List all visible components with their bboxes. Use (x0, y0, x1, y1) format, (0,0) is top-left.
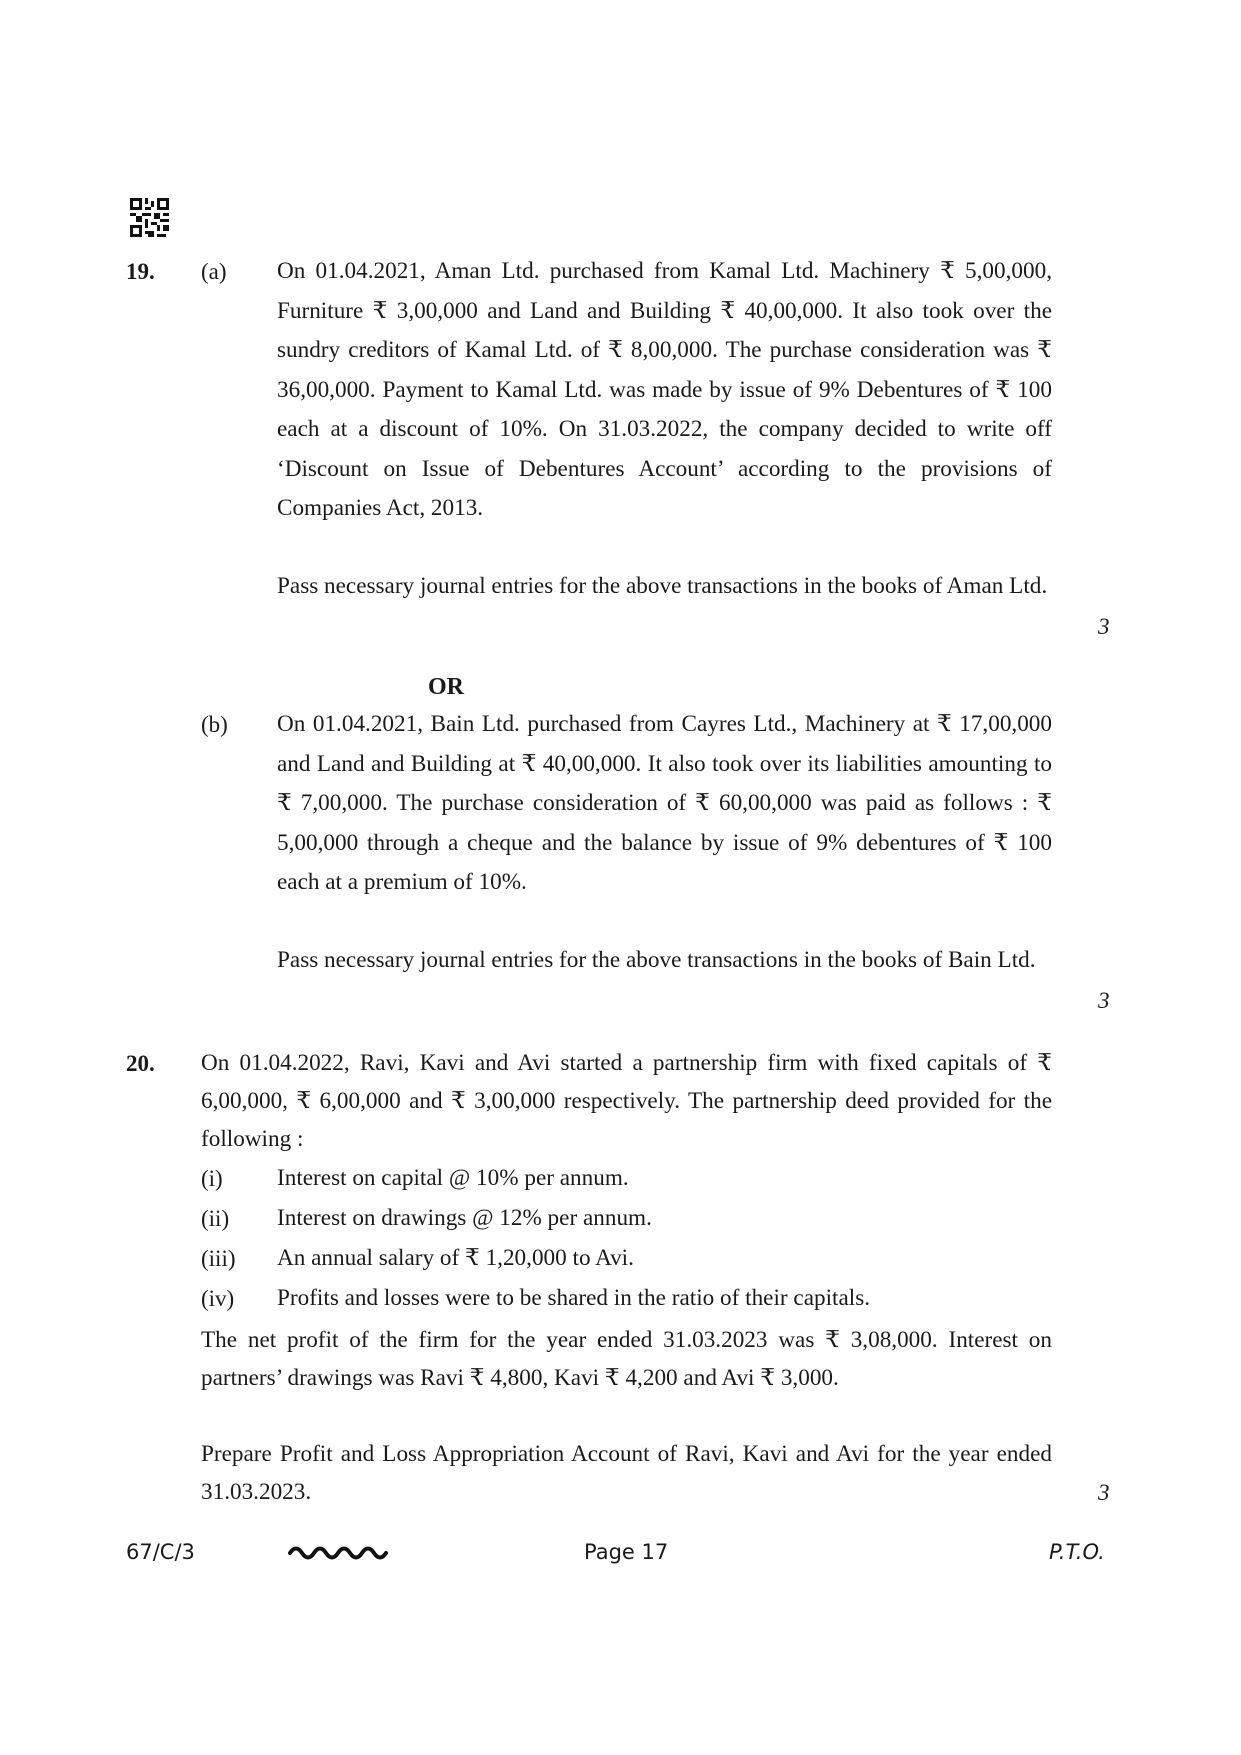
q19-part-a-marks: 3 (1098, 614, 1110, 639)
paper-code: 67/C/3 (126, 1540, 195, 1564)
wave-ornament-icon (288, 1535, 388, 1565)
q20-item-text: Profits and losses were to be shared in the ratio of their capitals. (277, 1285, 871, 1311)
q20-item-label: (iv) (201, 1286, 235, 1311)
q19-part-b-marks: 3 (1098, 988, 1110, 1013)
q20-item-label: (i) (201, 1166, 223, 1191)
q19-part-b-label: (b) (201, 712, 228, 737)
or-separator: OR (428, 674, 464, 700)
pto-label: P.T.O. (1049, 1540, 1105, 1564)
q20-marks: 3 (1098, 1480, 1110, 1505)
q19-part-b-instruction: Pass necessary journal entries for the above transactions in the books of Bain Ltd. (277, 947, 1036, 973)
q20-intro: On 01.04.2022, Ravi, Kavi and Avi started a partnership firm with fixed capitals of ₹ 6,00,000, ₹ 6,00,000 and ₹ 3,00,000 respectively. The partnership deed provided for the following : (201, 1050, 1052, 1152)
q19-part-a-label: (a) (201, 259, 227, 284)
page-number: Page 17 (584, 1540, 669, 1564)
q20-item-label: (ii) (201, 1206, 230, 1231)
q19-part-b-text: On 01.04.2021, Bain Ltd. purchased from Cayres Ltd., Machinery at ₹ 17,00,000 and Land and Building at ₹ 40,00,000. It also took over its liabilities amounting to ₹ 7,00,000. The purchase consideration of ₹ 60,00,000 was paid as follows : ₹ 5,00,000 through a cheque and the balance by issue of 9% debentures of ₹ 100 each at a premium of 10%. (277, 711, 1052, 895)
q19-part-a-instruction: Pass necessary journal entries for the above transactions in the books of Aman Ltd. (277, 573, 1048, 599)
q20-item-text: Interest on drawings @ 12% per annum. (277, 1205, 652, 1231)
q20-item-text: Interest on capital @ 10% per annum. (277, 1165, 629, 1191)
question-number-19: 19. (126, 259, 155, 284)
qr-code (130, 198, 169, 237)
q20-item-text: An annual salary of ₹ 1,20,000 to Avi. (277, 1245, 634, 1271)
question-number-20: 20. (126, 1051, 155, 1076)
q20-details: The net profit of the firm for the year ended 31.03.2023 was ₹ 3,08,000. Interest on partners’ drawings was Ravi ₹ 4,800, Kavi ₹ 4,200 and Avi ₹ 3,000. (201, 1327, 1052, 1391)
q20-instruction: Prepare Profit and Loss Appropriation Account of Ravi, Kavi and Avi for the year ended 31.03.2023. (201, 1441, 1052, 1505)
q20-item-label: (iii) (201, 1246, 236, 1271)
q19-part-a-text: On 01.04.2021, Aman Ltd. purchased from Kamal Ltd. Machinery ₹ 5,00,000, Furniture ₹ 3,00,000 and Land and Building ₹ 40,00,000. It also took over the sundry creditors of Kamal Ltd. of ₹ 8,00,000. The purchase consideration was ₹ 36,00,000. Payment to Kamal Ltd. was made by issue of 9% Debentures of ₹ 100 each at a discount of 10%. On 31.03.2022, the company decided to write off ‘Discount on Issue of Debentures Account’ according to the provisions of Companies Act, 2013. (277, 258, 1052, 521)
